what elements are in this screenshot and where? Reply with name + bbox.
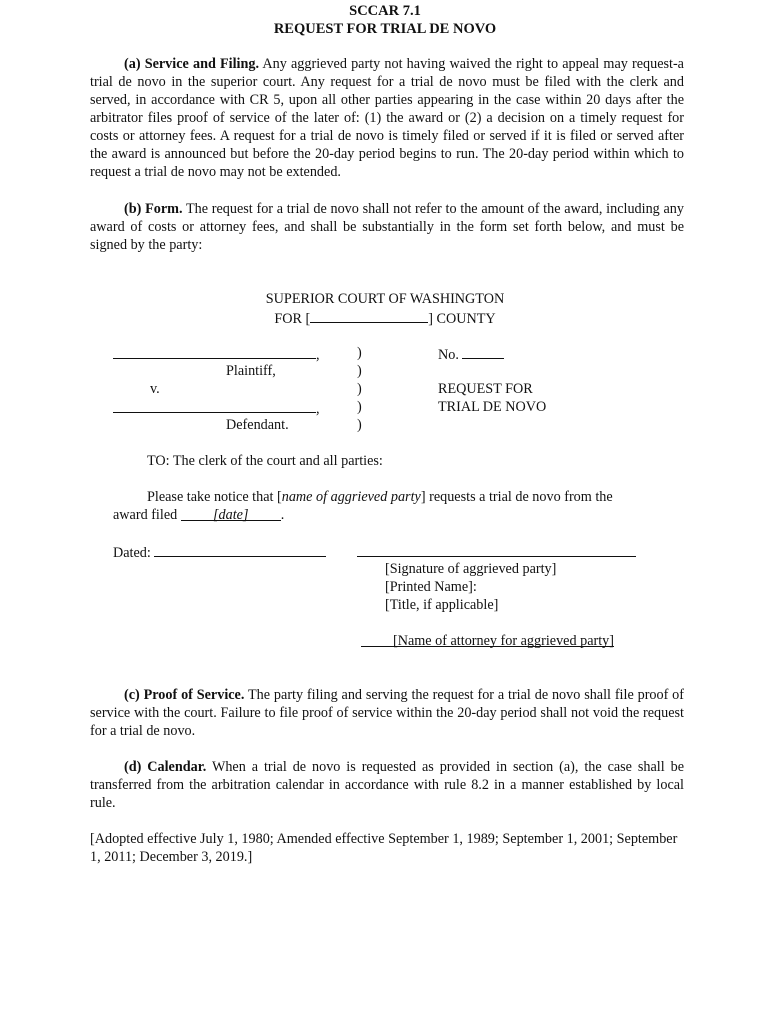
county-blank[interactable] xyxy=(310,308,428,323)
aggrieved-party-placeholder: name of aggrieved party xyxy=(281,489,421,505)
section-d-heading: (d) Calendar. xyxy=(124,759,207,775)
title-caption: [Title, if applicable] xyxy=(385,597,499,613)
dated-blank[interactable] xyxy=(154,542,326,557)
plaintiff-name-line[interactable]: , xyxy=(113,344,320,364)
caption-paren: ) xyxy=(357,417,362,433)
printed-name-caption: [Printed Name]: xyxy=(385,579,477,595)
page-title: REQUEST FOR TRIAL DE NOVO xyxy=(273,21,497,37)
award-date-field[interactable]: [date] xyxy=(181,506,281,521)
caption-paren: ) xyxy=(357,399,362,415)
notice-line: Please take notice that [name of aggrieved party] requests a trial de novo from the xyxy=(147,489,613,505)
section-c-heading: (c) Proof of Service. xyxy=(124,687,245,703)
court-name: SUPERIOR COURT OF WASHINGTON xyxy=(265,291,505,307)
plaintiff-label: Plaintiff, xyxy=(226,363,276,379)
dated-label: Dated: xyxy=(113,545,151,561)
case-number-blank[interactable] xyxy=(462,344,504,359)
versus-label: v. xyxy=(150,381,160,397)
case-number xyxy=(438,344,504,364)
caption-paren: ) xyxy=(357,363,362,379)
rule-number: SCCAR 7.1 xyxy=(349,3,421,19)
caption-paren: ) xyxy=(357,345,362,361)
history-note: [Adopted effective July 1, 1980; Amended effective September 1, 1989; September 1, 2001; September 1, 2011; December 3, 2019.] xyxy=(90,831,678,865)
dated-line xyxy=(113,542,326,562)
form-title-line1: REQUEST FOR xyxy=(438,381,533,397)
award-line: award filed [date] . xyxy=(113,507,285,523)
section-a xyxy=(90,55,684,181)
defendant-name-line[interactable]: , xyxy=(113,398,320,418)
section-c-text: The party filing and serving the request for a trial de novo shall file proof of service with the court. Failure to file proof of service within the 20-day period shall not void the request for a trial de novo. xyxy=(90,687,684,739)
section-a-text: Any aggrieved party not having waived the right to appeal may request-a trial de novo in the superior court. Any request for a trial de novo must be filed with the clerk and served, in accordance with CR 5, upon all other parties appearing in the case within 20 days after the arbitrator files proof of service of the later of: (1) the award or (2) a decision on a timely request for costs or attorney fees. A request for a trial de novo is timely filed or served if it is filed or served after the award is announced but before the 20-day period begins to run. The 20-day period within which to request a trial de novo may not be extended. xyxy=(90,56,684,180)
attorney-line[interactable]: [Name of attorney for aggrieved party] xyxy=(361,632,614,650)
section-d xyxy=(90,758,684,812)
signature-line[interactable] xyxy=(357,542,636,562)
defendant-label: Defendant. xyxy=(226,417,289,433)
addressee-line: TO: The clerk of the court and all parties: xyxy=(147,453,383,469)
section-b-heading: (b) Form. xyxy=(124,201,183,217)
section-d-text: When a trial de novo is requested as provided in section (a), the case shall be transferred from the arbitration calendar in accordance with rule 8.2 in a manner established by local rule. xyxy=(90,759,685,811)
form-title-line2: TRIAL DE NOVO xyxy=(438,399,547,415)
caption-paren: ) xyxy=(357,381,362,397)
case-number-label: No. xyxy=(438,347,459,363)
section-b xyxy=(90,200,684,254)
county-line: FOR [ ] COUNTY xyxy=(0,308,770,328)
signature-caption: [Signature of aggrieved party] xyxy=(385,561,557,577)
section-c xyxy=(90,686,684,740)
section-a-heading: (a) Service and Filing. xyxy=(124,56,260,72)
section-b-text: The request for a trial de novo shall not refer to the amount of the award, including any award of costs or attorney fees, and shall be substantially in the form set forth below, and must be signed by the party: xyxy=(90,201,684,253)
